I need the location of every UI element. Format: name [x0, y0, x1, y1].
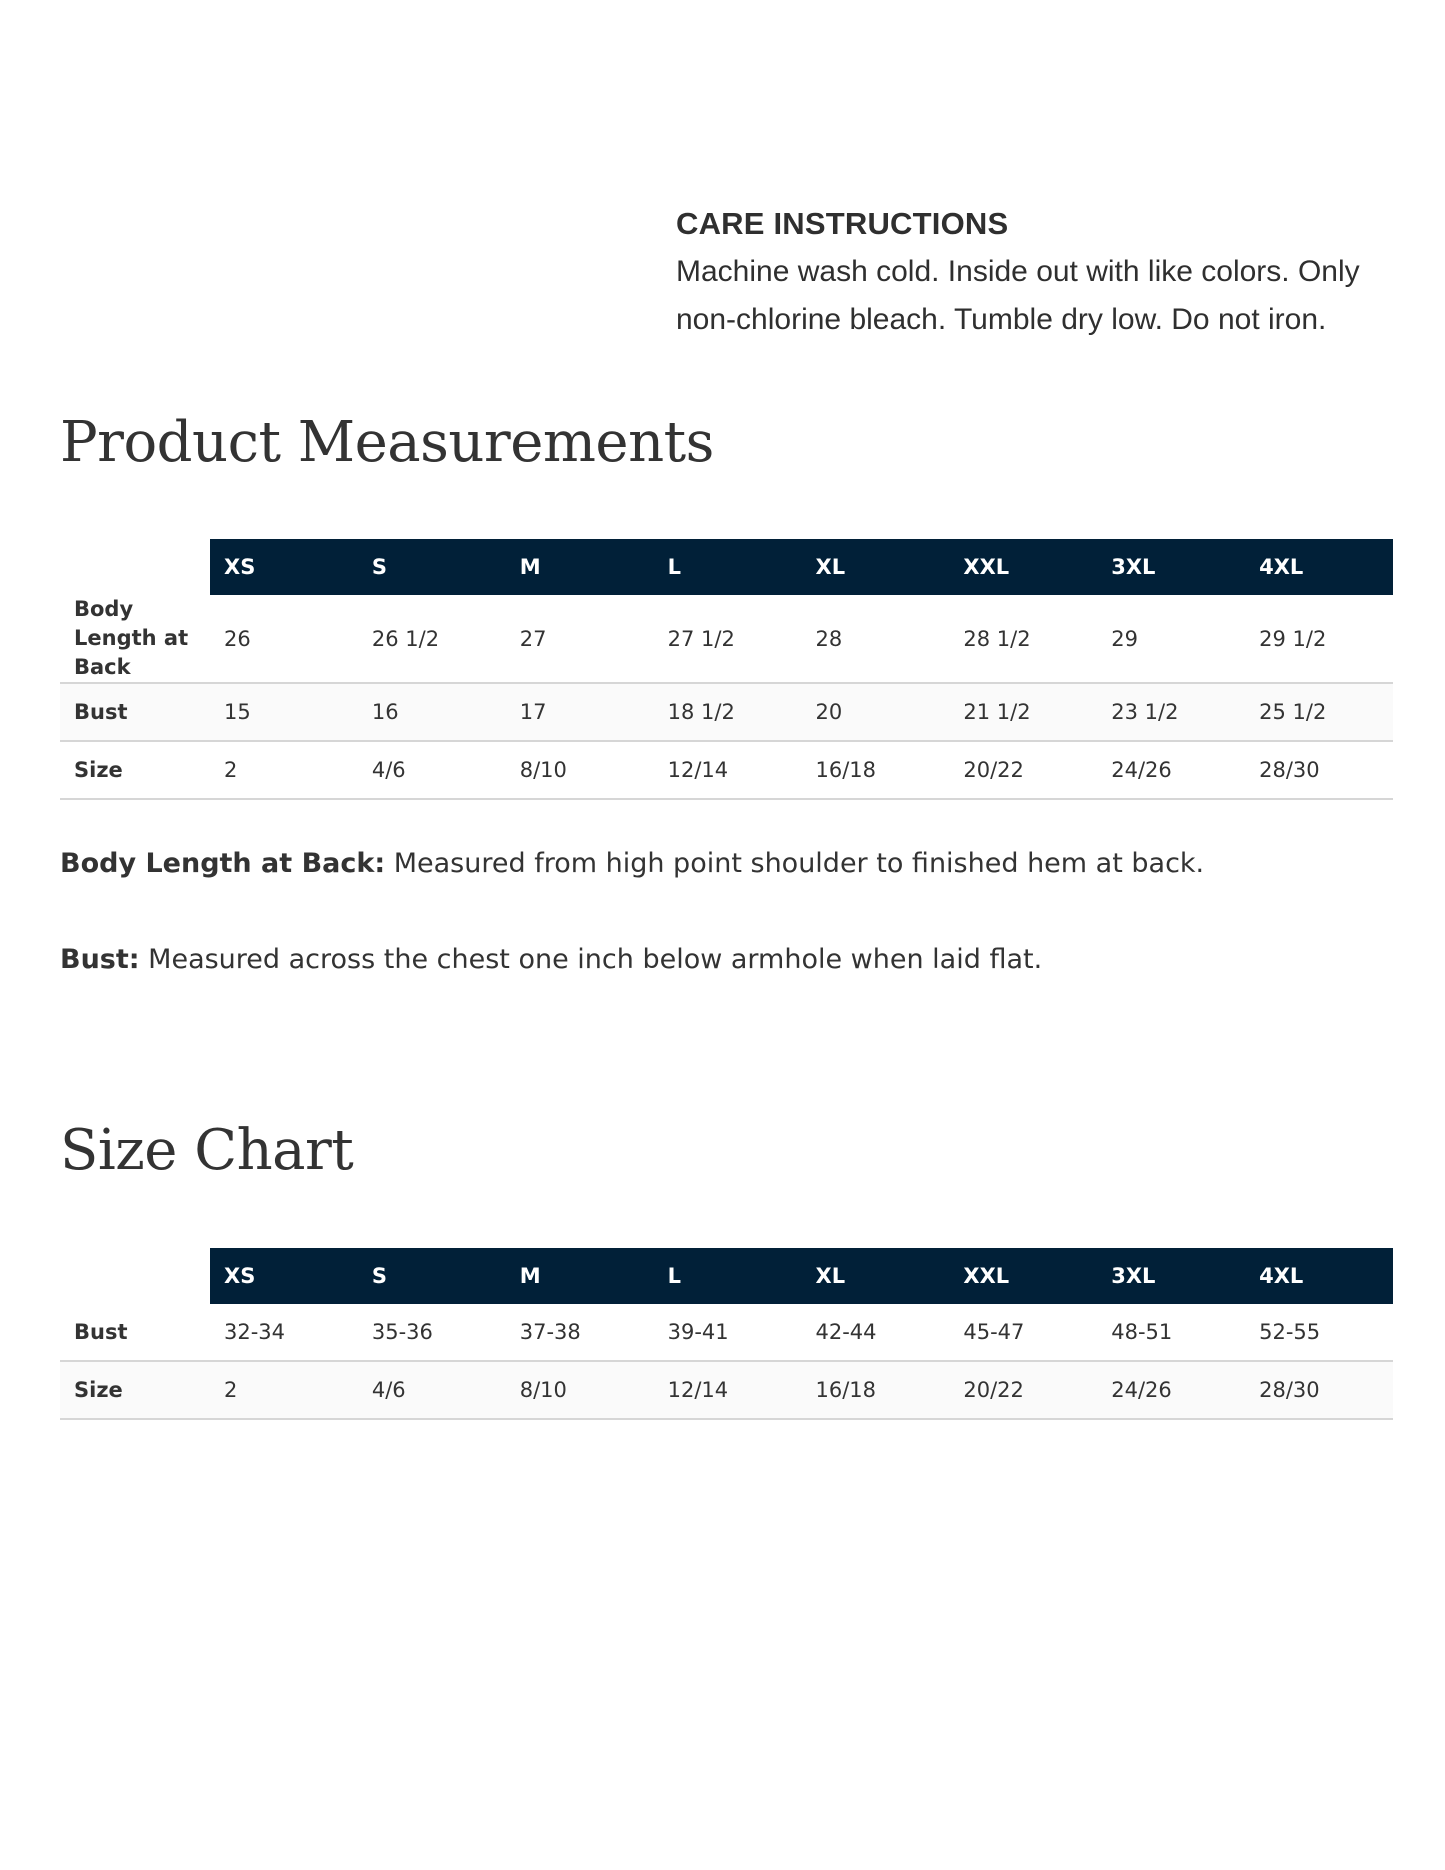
- care-instructions: [676, 200, 1396, 344]
- header-cell: S: [358, 1248, 506, 1304]
- note-term: Bust:: [60, 944, 140, 975]
- header-cell: XS: [210, 1248, 358, 1304]
- header-cell: M: [506, 1248, 654, 1304]
- table-cell: 18 1/2: [654, 683, 802, 741]
- table-corner-cell: [60, 539, 210, 595]
- table-cell: 37-38: [506, 1304, 654, 1361]
- table-cell: 12/14: [654, 1361, 802, 1419]
- table-cell: 4/6: [358, 1361, 506, 1419]
- row-label: Size: [60, 1361, 210, 1419]
- note-text: Measured from high point shoulder to finished hem at back.: [385, 848, 1205, 879]
- table-row: [60, 1304, 1393, 1361]
- table-cell: 15: [210, 683, 358, 741]
- row-label: Body Length at Back: [60, 595, 210, 683]
- table-row: [60, 1361, 1393, 1419]
- row-label: Size: [60, 741, 210, 799]
- row-label: Bust: [60, 1304, 210, 1361]
- table-cell: 4/6: [358, 741, 506, 799]
- table-cell: 16: [358, 683, 506, 741]
- bust-note: [60, 940, 1400, 980]
- header-cell: XL: [802, 539, 950, 595]
- table-cell: 24/26: [1097, 741, 1245, 799]
- header-cell: XXL: [949, 1248, 1097, 1304]
- table-cell: 27: [506, 595, 654, 683]
- table-cell: 39-41: [654, 1304, 802, 1361]
- table-cell: 28: [802, 595, 950, 683]
- table-cell: 8/10: [506, 741, 654, 799]
- header-cell: 4XL: [1245, 539, 1393, 595]
- table-header-row: [60, 1248, 1393, 1304]
- table-cell: 23 1/2: [1097, 683, 1245, 741]
- header-cell: L: [654, 539, 802, 595]
- table-cell: 16/18: [802, 741, 950, 799]
- product-measurements-title: Product Measurements: [60, 410, 714, 475]
- header-cell: XL: [802, 1248, 950, 1304]
- table-cell: 28/30: [1245, 741, 1393, 799]
- header-cell: S: [358, 539, 506, 595]
- note-text: Measured across the chest one inch below armhole when laid flat.: [139, 944, 1043, 975]
- table-cell: 2: [210, 1361, 358, 1419]
- table-cell: 2: [210, 741, 358, 799]
- table-cell: 21 1/2: [949, 683, 1097, 741]
- table-cell: 42-44: [802, 1304, 950, 1361]
- body-length-note: [60, 844, 1400, 884]
- table-cell: 52-55: [1245, 1304, 1393, 1361]
- size-chart-title: Size Chart: [60, 1118, 354, 1183]
- note-term: Body Length at Back:: [60, 848, 386, 879]
- table-cell: 20/22: [949, 741, 1097, 799]
- table-cell: 26 1/2: [358, 595, 506, 683]
- table-cell: 20/22: [949, 1361, 1097, 1419]
- header-cell: 3XL: [1097, 1248, 1245, 1304]
- header-cell: 4XL: [1245, 1248, 1393, 1304]
- care-instructions-title: CARE INSTRUCTIONS: [676, 206, 1009, 241]
- table-cell: 35-36: [358, 1304, 506, 1361]
- table-cell: 24/26: [1097, 1361, 1245, 1419]
- table-cell: 20: [802, 683, 950, 741]
- header-cell: L: [654, 1248, 802, 1304]
- table-row: [60, 741, 1393, 799]
- table-cell: 28 1/2: [949, 595, 1097, 683]
- table-header-row: [60, 539, 1393, 595]
- table-cell: 25 1/2: [1245, 683, 1393, 741]
- table-cell: 12/14: [654, 741, 802, 799]
- table-cell: 8/10: [506, 1361, 654, 1419]
- table-cell: 29 1/2: [1245, 595, 1393, 683]
- table-corner-cell: [60, 1248, 210, 1304]
- header-cell: M: [506, 539, 654, 595]
- table-cell: 28/30: [1245, 1361, 1393, 1419]
- table-cell: 29: [1097, 595, 1245, 683]
- table-cell: 48-51: [1097, 1304, 1245, 1361]
- size-chart-table: [60, 1248, 1393, 1420]
- product-measurements-table: [60, 539, 1393, 800]
- table-cell: 45-47: [949, 1304, 1097, 1361]
- table-cell: 26: [210, 595, 358, 683]
- table-row: [60, 595, 1393, 683]
- table-cell: 32-34: [210, 1304, 358, 1361]
- table-cell: 27 1/2: [654, 595, 802, 683]
- table-cell: 16/18: [802, 1361, 950, 1419]
- header-cell: XS: [210, 539, 358, 595]
- header-cell: XXL: [949, 539, 1097, 595]
- header-cell: 3XL: [1097, 539, 1245, 595]
- table-cell: 17: [506, 683, 654, 741]
- row-label: Bust: [60, 683, 210, 741]
- table-row: [60, 683, 1393, 741]
- care-instructions-text: Machine wash cold. Inside out with like colors. Only non-chlorine bleach. Tumble dry low. Do not iron.: [676, 255, 1360, 336]
